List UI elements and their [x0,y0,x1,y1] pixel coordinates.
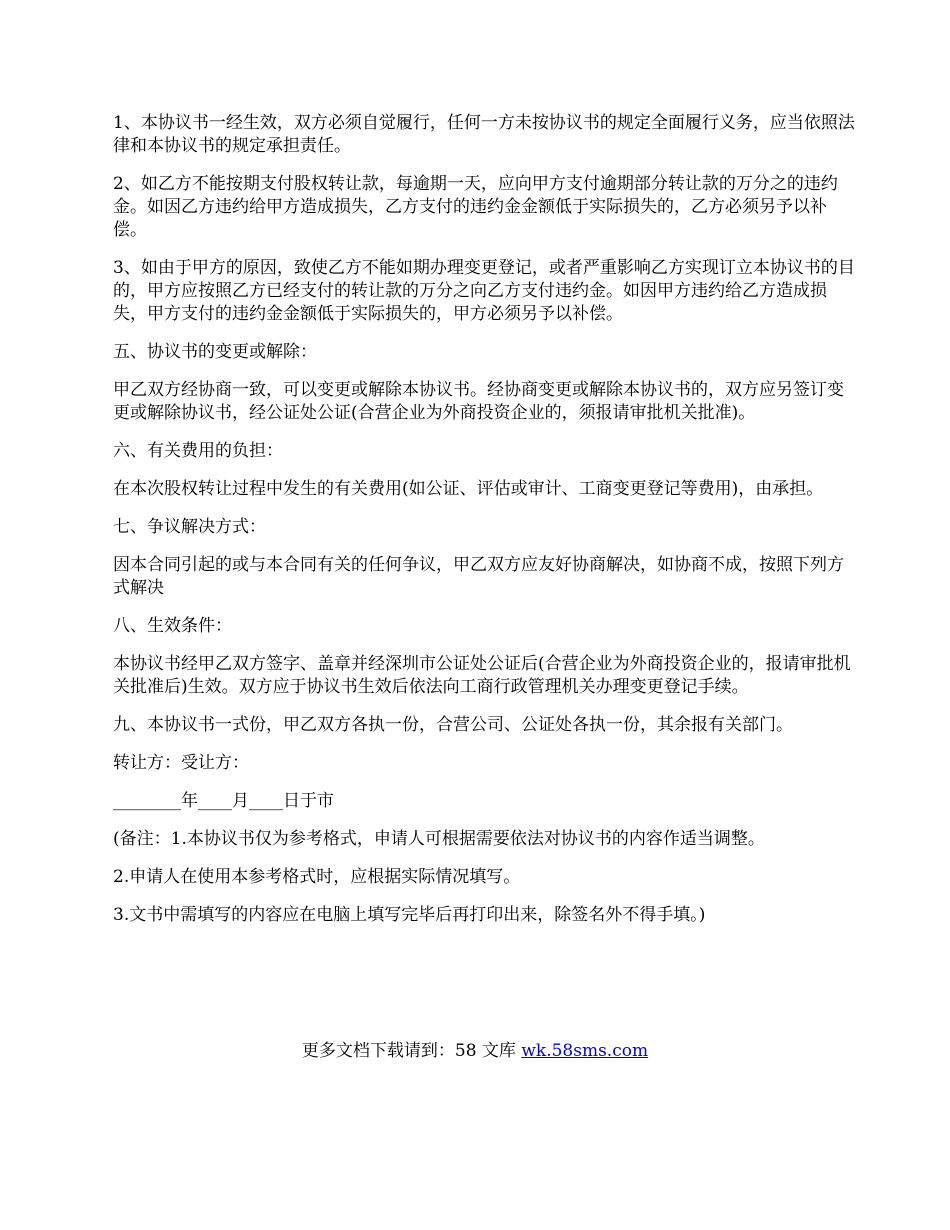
section-7-heading: 七、争议解决方式： [113,517,266,537]
section-9-paragraph: 九、本协议书一式份，甲乙双方各执一份，合营公司、公证处各执一份，其余报有关部门。 [113,715,793,735]
footer-link[interactable]: wk.58sms.com [521,1041,649,1061]
clause-3-paragraph: 3、如由于甲方的原因，致使乙方不能如期办理变更登记，或者严重影响乙方实现订立本协议书的目的，甲方应按照乙方已经支付的转让款的万分之向乙方支付违约金。如因甲方违约给乙方造成损失，甲方支付的违约金金额低于实际损失的，甲方必须另予以补偿。 [113,258,855,324]
section-7-body: 因本合同引起的或与本合同有关的任何争议，甲乙双方应友好协商解决，如协商不成，按照下列方式解决 [113,555,844,598]
clause-2-paragraph: 2、如乙方不能按期支付股权转让款，每逾期一天，应向甲方支付逾期部分转让款的万分之的违约金。如因乙方违约给甲方造成损失，乙方支付的违约金金额低于实际损失的，乙方必须另予以补偿。 [113,174,838,240]
section-5-body: 甲乙双方经协商一致，可以变更或解除本协议书。经协商变更或解除本协议书的，双方应另签订变更或解除协议书，经公证处公证(合营企业为外商投资企业的，须报请审批机关批准)。 [113,380,844,423]
section-5-heading: 五、协议书的变更或解除： [113,342,317,362]
note-2-paragraph: 2.申请人在使用本参考格式时，应根据实际情况填写。 [113,867,521,887]
section-6-body: 在本次股权转让过程中发生的有关费用(如公证、评估或审计、工商变更登记等费用)，由承担。 [113,479,824,499]
section-8-body: 本协议书经甲乙双方签字、盖章并经深圳市公证处公证后(合营企业为外商投资企业的，报请审批机关批准后)生效。双方应于协议书生效后依法向工商行政管理机关办理变更登记手续。 [113,654,851,697]
note-1-paragraph: (备注：1.本协议书仅为参考格式，申请人可根据需要依法对协议书的内容作适当调整。 [113,829,765,849]
date-place-line: ________年____月____日于市 [113,791,334,811]
section-6-heading: 六、有关费用的负担： [113,441,283,461]
section-8-heading: 八、生效条件： [113,616,232,636]
note-3-paragraph: 3.文书中需填写的内容应在电脑上填写完毕后再打印出来，除签名外不得手填。) [113,905,706,925]
clause-1-paragraph: 1、本协议书一经生效，双方必须自觉履行，任何一方未按协议书的规定全面履行义务，应当依照法律和本协议书的规定承担责任。 [113,113,855,156]
signature-parties-line: 转让方：受让方： [113,753,249,773]
footer-text: 更多文档下载请到：58 文库 [301,1041,522,1061]
footer [0,1040,950,1063]
document-body [113,112,855,942]
